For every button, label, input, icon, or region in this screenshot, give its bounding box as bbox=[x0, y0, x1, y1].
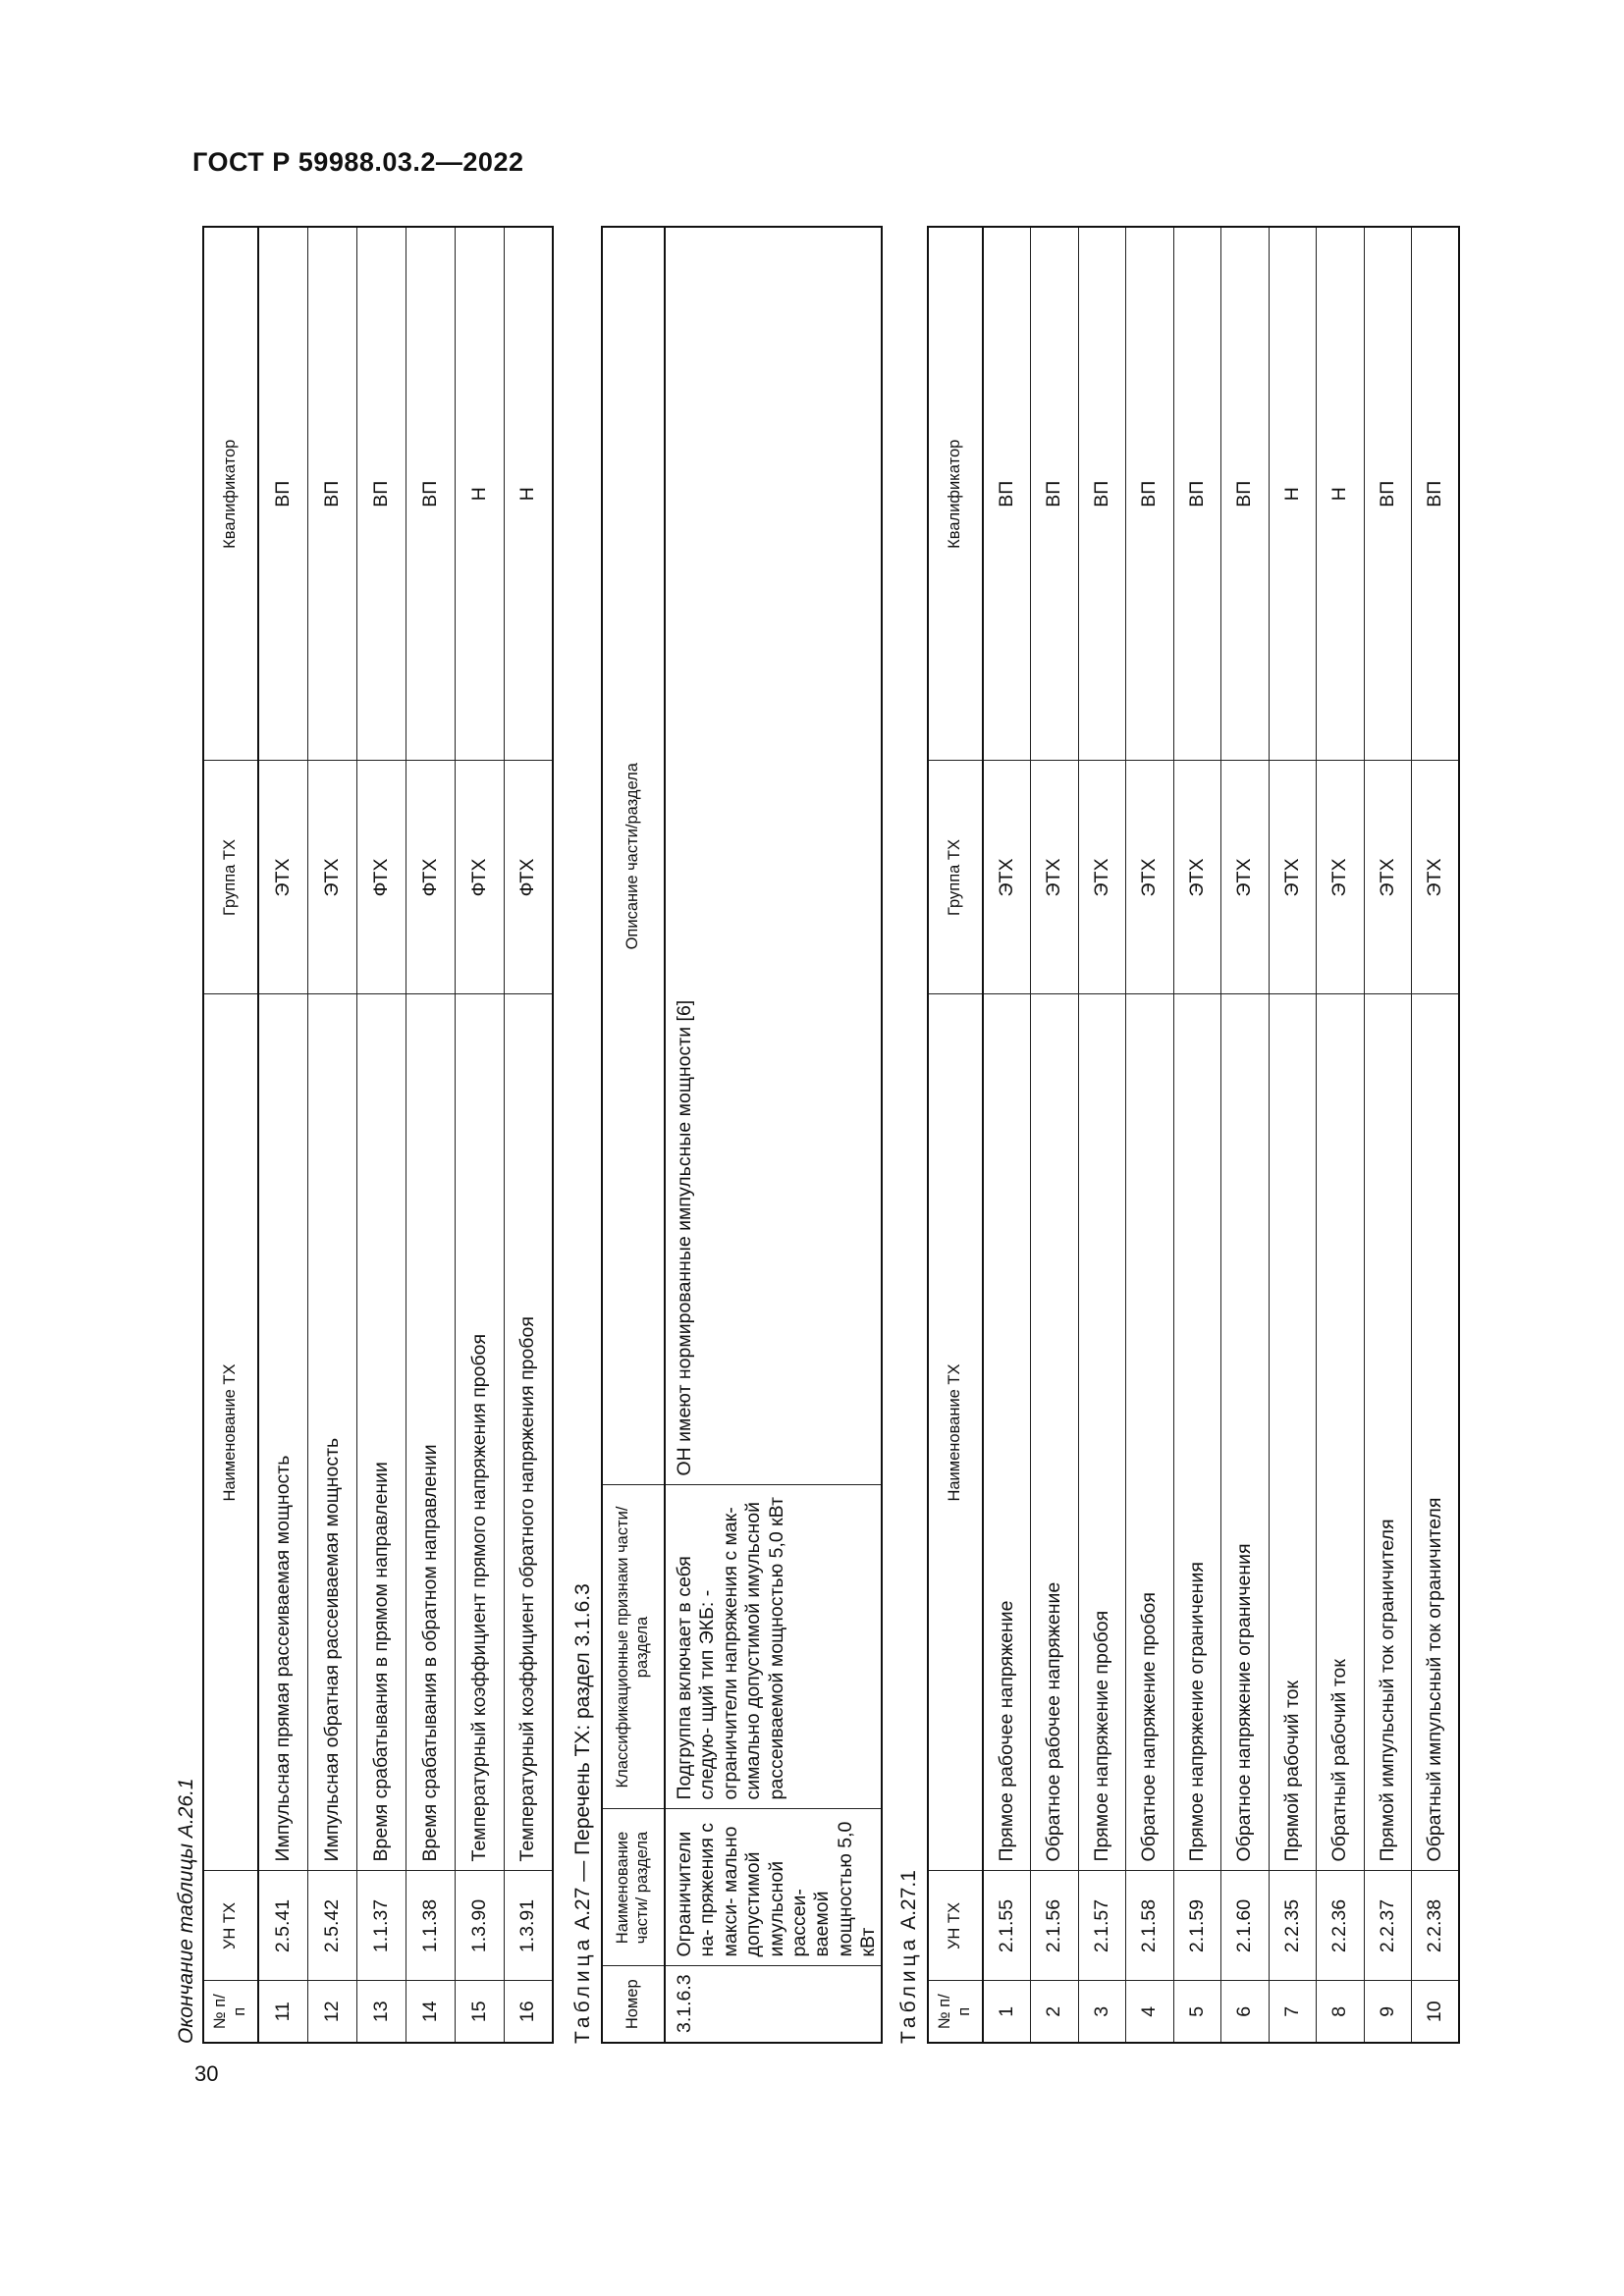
caption-text: А.27.1 bbox=[897, 1870, 920, 1930]
table-row bbox=[1221, 227, 1270, 2043]
column-header: № п/п bbox=[928, 1981, 983, 2043]
cell-code: 1.1.37 bbox=[356, 1871, 406, 1981]
table-row bbox=[1078, 227, 1126, 2043]
cell-no: 2 bbox=[1031, 1981, 1079, 2043]
cell-code: 2.5.41 bbox=[258, 1871, 307, 1981]
cell-name: Обратный рабочий ток bbox=[1317, 994, 1365, 1871]
cell-name: Прямое напряжение пробоя bbox=[1078, 994, 1126, 1871]
cell-code: 2.2.35 bbox=[1269, 1871, 1317, 1981]
cell-group: ЭТХ bbox=[307, 761, 356, 994]
cell-code: 2.1.59 bbox=[1173, 1871, 1221, 1981]
rotated-content bbox=[173, 208, 1479, 2044]
cell-qualifier: ВП bbox=[1221, 227, 1270, 761]
table-row bbox=[356, 227, 406, 2043]
cell-no: 6 bbox=[1221, 1981, 1270, 2043]
cell-part-name: Ограничители на- пряжения с макси- мально допустимой имульсной рассеи- ваемой мощностью 5,0 кВт bbox=[665, 1809, 882, 1966]
table-row bbox=[1364, 227, 1412, 2043]
caption-word: Таблица bbox=[571, 1935, 594, 2044]
cell-qualifier: ВП bbox=[258, 227, 307, 761]
cell-group: ЭТХ bbox=[1031, 761, 1079, 994]
cell-qualifier: Н bbox=[504, 227, 553, 761]
cell-no: 4 bbox=[1126, 1981, 1174, 2043]
cell-no: 7 bbox=[1269, 1981, 1317, 2043]
cell-group: ФТХ bbox=[455, 761, 504, 994]
cell-group: ФТХ bbox=[504, 761, 553, 994]
cell-no: 9 bbox=[1364, 1981, 1412, 2043]
page-number: 30 bbox=[194, 2061, 219, 2086]
cell-code: 2.1.55 bbox=[983, 1871, 1031, 1981]
column-header: Группа ТХ bbox=[203, 761, 258, 994]
table-row bbox=[983, 227, 1031, 2043]
column-header: Наименование ТХ bbox=[928, 994, 983, 1871]
caption-word: Таблица bbox=[897, 1935, 920, 2044]
table-a27-caption bbox=[571, 1583, 595, 2044]
cell-name: Импульсная прямая рассеиваемая мощность bbox=[258, 994, 307, 1871]
cell-name: Время срабатывания в обратном направлении bbox=[406, 994, 455, 1871]
cell-no: 3 bbox=[1078, 1981, 1126, 2043]
table-row bbox=[1412, 227, 1460, 2043]
table-row bbox=[307, 227, 356, 2043]
cell-code: 2.1.57 bbox=[1078, 1871, 1126, 1981]
cell-name: Время срабатывания в прямом направлении bbox=[356, 994, 406, 1871]
cell-group: ЭТХ bbox=[1364, 761, 1412, 994]
cell-qualifier: ВП bbox=[356, 227, 406, 761]
cell-code: 2.1.60 bbox=[1221, 1871, 1270, 1981]
cell-code: 2.1.58 bbox=[1126, 1871, 1174, 1981]
cell-group: ЭТХ bbox=[1269, 761, 1317, 994]
cell-code: 1.3.91 bbox=[504, 1871, 553, 1981]
table-a26 bbox=[202, 226, 554, 2044]
cell-code: 2.2.37 bbox=[1364, 1871, 1412, 1981]
table-a27-1 bbox=[927, 226, 1460, 2044]
table-row bbox=[1031, 227, 1079, 2043]
cell-name: Прямой рабочий ток bbox=[1269, 994, 1317, 1871]
column-header: Наименование ТХ bbox=[203, 994, 258, 1871]
table-row bbox=[665, 227, 882, 2043]
table-row bbox=[1173, 227, 1221, 2043]
cell-name: Обратное напряжение пробоя bbox=[1126, 994, 1174, 1871]
cell-name: Прямой импульсный ток ограничителя bbox=[1364, 994, 1412, 1871]
cell-qualifier: ВП bbox=[1364, 227, 1412, 761]
column-header: УН ТХ bbox=[928, 1871, 983, 1981]
cell-group: ЭТХ bbox=[1173, 761, 1221, 994]
cell-qualifier: ВП bbox=[1126, 227, 1174, 761]
column-header: Группа ТХ bbox=[928, 761, 983, 994]
cell-no: 14 bbox=[406, 1981, 455, 2043]
cell-group: ЭТХ bbox=[983, 761, 1031, 994]
cell-group: ФТХ bbox=[356, 761, 406, 994]
cell-name: Прямое напряжение ограничения bbox=[1173, 994, 1221, 1871]
cell-name: Обратный импульсный ток ограничителя bbox=[1412, 994, 1460, 1871]
cell-qualifier: ВП bbox=[1078, 227, 1126, 761]
column-header: Классификационные признаки части/ раздела bbox=[602, 1485, 665, 1809]
cell-code: 2.2.38 bbox=[1412, 1871, 1460, 1981]
column-header: УН ТХ bbox=[203, 1871, 258, 1981]
table-row bbox=[504, 227, 553, 2043]
cell-no: 11 bbox=[258, 1981, 307, 2043]
column-header: Номер bbox=[602, 1966, 665, 2043]
cell-no: 5 bbox=[1173, 1981, 1221, 2043]
cell-group: ЭТХ bbox=[258, 761, 307, 994]
cell-code: 1.3.90 bbox=[455, 1871, 504, 1981]
table-a26-caption: Окончание таблицы А.26.1 bbox=[175, 1778, 197, 2044]
cell-qualifier: ВП bbox=[1031, 227, 1079, 761]
table-row bbox=[455, 227, 504, 2043]
caption-text: А.27 — Перечень ТХ: раздел 3.1.6.3 bbox=[571, 1583, 594, 1930]
column-header: Квалификатор bbox=[203, 227, 258, 761]
cell-qualifier: ВП bbox=[1173, 227, 1221, 761]
cell-no: 15 bbox=[455, 1981, 504, 2043]
cell-description: ОН имеют нормированные импульсные мощности [6] bbox=[665, 227, 882, 1485]
cell-group: ЭТХ bbox=[1412, 761, 1460, 994]
table-row bbox=[1126, 227, 1174, 2043]
cell-no: 12 bbox=[307, 1981, 356, 2043]
cell-code: 2.5.42 bbox=[307, 1871, 356, 1981]
column-header: Наименование части/ раздела bbox=[602, 1809, 665, 1966]
cell-qualifier: ВП bbox=[307, 227, 356, 761]
table-a27-1-caption bbox=[897, 1870, 921, 2044]
cell-no: 13 bbox=[356, 1981, 406, 2043]
cell-qualifier: Н bbox=[455, 227, 504, 761]
cell-name: Температурный коэффициент прямого напряжения пробоя bbox=[455, 994, 504, 1871]
table-row bbox=[1317, 227, 1365, 2043]
column-header: Квалификатор bbox=[928, 227, 983, 761]
cell-qualifier: ВП bbox=[1412, 227, 1460, 761]
cell-group: ФТХ bbox=[406, 761, 455, 994]
table-a27 bbox=[601, 226, 883, 2044]
cell-name: Импульсная обратная рассеиваемая мощность bbox=[307, 994, 356, 1871]
cell-name: Прямое рабочее напряжение bbox=[983, 994, 1031, 1871]
cell-group: ЭТХ bbox=[1221, 761, 1270, 994]
cell-code: 2.2.36 bbox=[1317, 1871, 1365, 1981]
cell-group: ЭТХ bbox=[1078, 761, 1126, 994]
cell-qualifier: ВП bbox=[983, 227, 1031, 761]
cell-name: Обратное рабочее напряжение bbox=[1031, 994, 1079, 1871]
column-header: № п/п bbox=[203, 1981, 258, 2043]
cell-name: Обратное напряжение ограничения bbox=[1221, 994, 1270, 1871]
cell-group: ЭТХ bbox=[1126, 761, 1174, 994]
cell-no: 16 bbox=[504, 1981, 553, 2043]
cell-qualifier: ВП bbox=[406, 227, 455, 761]
cell-group: ЭТХ bbox=[1317, 761, 1365, 994]
table-row bbox=[1269, 227, 1317, 2043]
cell-code: 1.1.38 bbox=[406, 1871, 455, 1981]
cell-qualifier: Н bbox=[1269, 227, 1317, 761]
cell-code: 2.1.56 bbox=[1031, 1871, 1079, 1981]
table-row bbox=[258, 227, 307, 2043]
column-header: Описание части/раздела bbox=[602, 227, 665, 1485]
document-code: ГОСТ Р 59988.03.2—2022 bbox=[192, 147, 524, 177]
cell-no: 1 bbox=[983, 1981, 1031, 2043]
cell-number: 3.1.6.3 bbox=[665, 1966, 882, 2043]
cell-qualifier: Н bbox=[1317, 227, 1365, 761]
cell-features: Подгруппа включает в себя следую- щий тип ЭКБ: - ограничители напряжения с мак- симально допустимой имульсной рассеиваемой мощностью 5,0 кВт bbox=[665, 1485, 882, 1809]
table-row bbox=[406, 227, 455, 2043]
cell-no: 8 bbox=[1317, 1981, 1365, 2043]
cell-no: 10 bbox=[1412, 1981, 1460, 2043]
cell-name: Температурный коэффициент обратного напряжения пробоя bbox=[504, 994, 553, 1871]
